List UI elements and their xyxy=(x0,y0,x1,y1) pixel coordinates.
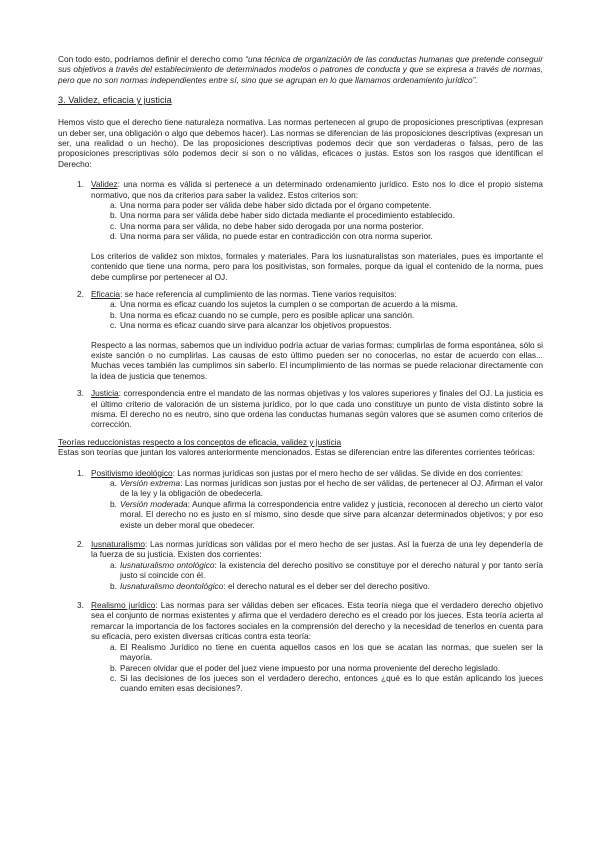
intro-paragraph xyxy=(58,54,543,85)
rasgos-list xyxy=(58,179,543,430)
eficacia-explanation: Respecto a las normas, sabemos que un individuo podría actuar de varias formas: cumplirlas de forma espontánea, sólo si existe sanción o no cumplirlas. Las causas de esto último pueden ser no conocerlas, no estar de acuerdo con ellas... Muchas veces también las cumplimos sin saberlo. El incumplimiento de las normas se puede relacionar directamente con la idea de justicia que tenemos. xyxy=(91,339,543,381)
reductionist-intro: Estas son teorías que juntan los valores anteriormente mencionados. Estas se diferencian entre las diferentes corrientes teóricas: xyxy=(58,447,535,458)
document-page xyxy=(58,54,543,701)
term-iusnaturalismo: Iusnaturalismo xyxy=(91,539,145,550)
sub-item: b. Una norma para ser válida debe haber sido dictada mediante el procedimiento establecido. xyxy=(110,210,455,221)
sub-list xyxy=(91,200,543,242)
list-item: 3. Justicia: correspondencia entre el mandato de las normas objetivas y los valores superiores y finales del OJ. La justicia es el último criterio de valoración de un sistema jurídico, por lo que cada uno constituye un punto de vista distinto sobre la misma. El derecho no es neutro, sino que ordena las conductas humanas según valores que se asumen como criterios de corrección. xyxy=(77,388,543,430)
intro-lead: Con todo esto, podríamos definir el derecho como xyxy=(58,54,246,64)
sub-list xyxy=(91,299,543,330)
list-item: 2. Iusnaturalismo: Las normas jurídicas son válidas por el mero hecho de ser justas. Así la fuerza de una ley dependería de la fuerza de su justicia. Existen dos corrientes: a. Iusnaturalismo ontológico: la existencia del derecho positivo se constituye por el derecho natural y por tanto sería justo si coincide con él. b. Iusnaturalismo deontológico: el derecho natural es el deber ser del derecho positivo. xyxy=(77,539,543,591)
sub-item: b. Versión moderada: Aunque afirma la correspondencia entre validez y justicia, reconocen al derecho un cierto valor moral. El derecho no es justo en sí mismo, sino desde que sirve para alcanzar determinados objetivos; y por eso existe un deber moral que obedecer. xyxy=(110,498,543,530)
sub-item: c. Si las decisiones de los jueces son el verdadero derecho, entonces ¿qué es lo que están aplicando los jueces cuando emiten esas decisiones?. xyxy=(110,672,543,694)
sub-item: a. Iusnaturalismo ontológico: la existencia del derecho positivo se constituye por el derecho natural y por tanto sería justo si coincide con él. xyxy=(110,559,543,581)
validez-explanation: Los criterios de validez son mixtos, formales y materiales. Para los iusnaturalistas son materiales, pues es importante el contenido que tiene una norma, pero para los positivistas, son formales, porque da igual el contenido de la norma, pues debe cumplirse por pertenecer al OJ. xyxy=(91,250,543,282)
sub-item: c. Una norma para ser válida, no debe haber sido derogada por una norma posterior. xyxy=(110,220,424,231)
sub-item: a. Una norma para poder ser válida debe haber sido dictada por el órgano competente. xyxy=(110,200,432,211)
list-item: 3. Realismo jurídico: Las normas para ser válidas deben ser eficaces. Esta teoría niega que el verdadero derecho objetivo sea el conjunto de normas existentes y afirma que el verdadero derecho es el creado por los jueces. Esta teoría acierta al remarcar la importancia de los factores sociales en la comprensión del derecho y la necesidad de tenerlos en cuenta para su eficacia, pero existen diversas críticas contra esta teoría: a. El Realismo Jurídico no tiene en cuenta aquellos casos en los que se acatan las normas, que suelen ser la mayoría. b. Parecen olvidar que el poder del juez viene impuesto por una norma proveniente del derecho legislado. c. Si las decisiones de los jueces son el verdadero derecho, entonces ¿qué es lo que están aplicando los jueces cuando emiten esas decisiones?. xyxy=(77,600,543,694)
sub-item: a. El Realismo Jurídico no tiene en cuenta aquellos casos en los que se acatan las normas, que suelen ser la mayoría. xyxy=(110,641,543,663)
section-heading-validez: 3. Validez, eficacia y justicia xyxy=(58,95,172,106)
sub-item: b. Iusnaturalismo deontológico: el derecho natural es el deber ser del derecho positivo. xyxy=(110,580,430,591)
sub-item: b. Una norma es eficaz cuando no se cumple, pero es posible aplicar una sanción. xyxy=(110,309,415,320)
list-item: 1. Validez: una norma es válida si pertenece a un determinado ordenamiento jurídico. Esto nos lo dice el propio sistema normativo, que nos da criterios para saber la validez. Estos criterios son: a. Una norma para poder ser válida debe haber sido dictada por el órgano competente. b. Una norma para ser válida debe haber sido dictada mediante el procedimiento establecido. c. Una norma para ser válida, no debe haber sido derogada por una norma posterior. d. Una norma para ser válida, no puede estar en contradicción con otra norma superior. Los criterios de validez son mixtos, formales y materiales. Para los iusnaturalistas son materiales, pues es importante el contenido que tiene una norma, pero para los positivistas, son formales, porque da igual el contenido de la norma, pues debe cumplirse por pertenecer al OJ. xyxy=(77,179,543,282)
theories-list xyxy=(58,468,543,694)
sub-list xyxy=(91,642,543,694)
term-realismo: Realismo jurídico xyxy=(91,600,156,611)
term-positivismo: Positivismo ideológico xyxy=(91,467,173,478)
sub-item: d. Una norma para ser válida, no puede estar en contradicción con otra norma superior. xyxy=(110,231,433,242)
sub-list xyxy=(91,478,543,530)
term-justicia: Justicia xyxy=(91,388,119,399)
sub-item: c. Una norma es eficaz cuando sirve para alcanzar los objetivos propuestos. xyxy=(110,320,392,331)
intro-quote: “una técnica de organización de las conductas humanas que pretende conseguir sus objetivos a través del establecimiento de determinados modelos o patrones de conducta y que se expresa a través de normas, pero que no son normas independientes entre sí, sino que se agrupan en lo que llamamos ordenamiento jurídico”. xyxy=(58,54,543,85)
term-validez: Validez xyxy=(91,179,118,190)
reductionist-heading: Teorías reduccionistas respecto a los conceptos de eficacia, validez y justicia xyxy=(58,436,342,447)
sub-item: a. Versión extrema: Las normas jurídicas son justas por el hecho de ser válidas, de pertenecer al OJ. Afirman el valor de la ley y la obligación de obedecerla. xyxy=(110,478,543,499)
term-eficacia: Eficacia xyxy=(91,288,121,299)
list-item: 2. Eficacia: se hace referencia al cumplimiento de las normas. Tiene varios requisitos: a. Una norma es eficaz cuando los sujetos la cumplen o se comportan de acuerdo a la misma. b. Una norma es eficaz cuando no se cumple, pero es posible aplicar una sanción. c. Una norma es eficaz cuando sirve para alcanzar los objetivos propuestos. Respecto a las normas, sabemos que un individuo podría actuar de varias formas: cumplirlas de forma espontánea, sólo si existe sanción o no cumplirlas. Las causas de esto último pueden ser no conocerlas, no estar de acuerdo con ellas... Muchas veces también las cumplimos sin saberlo. El incumplimiento de las normas se puede relacionar directamente con la idea de justicia que tenemos. xyxy=(77,288,543,381)
section-intro-paragraph: Hemos visto que el derecho tiene naturaleza normativa. Las normas pertenecen al grupo de proposiciones prescriptivas (expresan un deber ser, una obligación o algo que debemos hacer). Las normas se diferencian de las proposiciones descriptivas (expresan un ser, una realidad o un hecho). De las proposiciones descriptivas podemos decir que son verdaderas o falsas, pero de las proposiciones prescriptivas sólo podemos decir si son o no válidas, eficaces o justas. Estos son los rasgos que identifican el Derecho: xyxy=(58,117,543,169)
sub-item: b. Parecen olvidar que el poder del juez viene impuesto por una norma proveniente del derecho legislado. xyxy=(110,662,501,673)
sub-list xyxy=(91,560,543,591)
list-item: 1. Positivismo ideológico: Las normas jurídicas son justas por el mero hecho de ser válidas. Se divide en dos corrientes: a. Versión extrema: Las normas jurídicas son justas por el hecho de ser válidas, de pertenecer al OJ. Afirman el valor de la ley y la obligación de obedecerla. b. Versión moderada: Aunque afirma la correspondencia entre validez y justicia, reconocen al derecho un cierto valor moral. El derecho no es justo en sí mismo, sino desde que sirve para alcanzar determinados objetivos; y por eso existe un deber moral que obedecer. xyxy=(77,467,543,530)
sub-item: a. Una norma es eficaz cuando los sujetos la cumplen o se comportan de acuerdo a la misma. xyxy=(110,299,458,310)
